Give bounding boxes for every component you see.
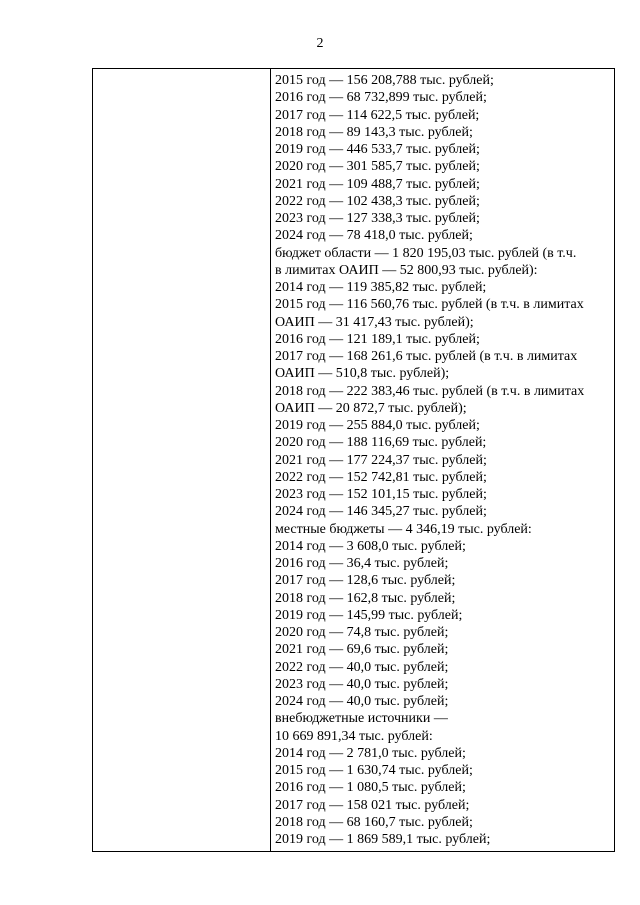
funding-line: 2019 год — 1 869 589,1 тыс. рублей; [275, 832, 491, 847]
funding-line: в лимитах ОАИП — 52 800,93 тыс. рублей): [275, 262, 538, 278]
table-cell-label [93, 69, 271, 852]
funding-line: 2016 год — 1 080,5 тыс. рублей; [275, 780, 466, 796]
funding-line: 2018 год — 222 383,46 тыс. рублей (в т.ч. в лимитах [275, 383, 585, 399]
funding-line: 2017 год — 128,6 тыс. рублей; [275, 573, 456, 589]
table-cell-content [271, 69, 615, 852]
funding-line: 2014 год — 2 781,0 тыс. рублей; [275, 745, 466, 761]
funding-line: внебюджетные источники — [275, 711, 448, 727]
funding-line: 2023 год — 127 338,3 тыс. рублей; [275, 211, 480, 226]
funding-line: 2018 год — 89 143,3 тыс. рублей; [275, 124, 473, 140]
funding-line: ОАИП — 31 417,43 тыс. рублей); [275, 314, 474, 330]
funding-line: 2014 год — 119 385,82 тыс. рублей; [275, 280, 487, 295]
funding-line: 10 669 891,34 тыс. рублей: [275, 728, 433, 744]
funding-line: 2019 год — 446 533,7 тыс. рублей; [275, 142, 480, 157]
table-row [93, 69, 615, 852]
funding-line: 2020 год — 74,8 тыс. рублей; [275, 625, 449, 640]
funding-line: 2020 год — 188 116,69 тыс. рублей; [275, 435, 487, 451]
funding-line: 2018 год — 162,8 тыс. рублей; [275, 590, 456, 606]
funding-line: бюджет области — 1 820 195,03 тыс. рублей (в т.ч. [275, 245, 577, 261]
funding-line: 2021 год — 109 488,7 тыс. рублей; [275, 176, 480, 192]
funding-line: 2015 год — 116 560,76 тыс. рублей (в т.ч. в лимитах [275, 297, 584, 313]
funding-line: ОАИП — 510,8 тыс. рублей); [275, 366, 450, 382]
funding-line: 2018 год — 68 160,7 тыс. рублей; [275, 814, 473, 830]
funding-line: ОАИП — 20 872,7 тыс. рублей); [275, 400, 467, 416]
funding-line: 2019 год — 145,99 тыс. рублей; [275, 607, 463, 623]
funding-line: 2016 год — 121 189,1 тыс. рублей; [275, 331, 480, 347]
funding-line: 2020 год — 301 585,7 тыс. рублей; [275, 159, 480, 175]
funding-line: 2022 год — 102 438,3 тыс. рублей; [275, 193, 480, 209]
funding-line: 2014 год — 3 608,0 тыс. рублей; [275, 538, 466, 554]
funding-line: 2022 год — 152 742,81 тыс. рублей; [275, 469, 487, 485]
funding-table [92, 68, 615, 852]
funding-line: 2017 год — 168 261,6 тыс. рублей (в т.ч. в лимитах [275, 349, 578, 364]
funding-lines [271, 69, 614, 848]
funding-line: 2024 год — 40,0 тыс. рублей; [275, 694, 449, 709]
funding-line: 2015 год — 1 630,74 тыс. рублей; [275, 763, 473, 778]
funding-line: 2021 год — 177 224,37 тыс. рублей; [275, 452, 487, 468]
funding-line: 2024 год — 146 345,27 тыс. рублей; [275, 504, 487, 520]
funding-line: местные бюджеты — 4 346,19 тыс. рублей: [275, 521, 532, 537]
funding-line: 2023 год — 152 101,15 тыс. рублей; [275, 487, 487, 502]
funding-line: 2017 год — 114 622,5 тыс. рублей; [275, 107, 480, 123]
funding-line: 2024 год — 78 418,0 тыс. рублей; [275, 228, 473, 244]
funding-line: 2023 год — 40,0 тыс. рублей; [275, 676, 449, 692]
page-number: 2 [316, 36, 324, 51]
funding-line: 2016 год — 68 732,899 тыс. рублей; [275, 90, 487, 106]
funding-line: 2022 год — 40,0 тыс. рублей; [275, 659, 449, 675]
funding-line: 2017 год — 158 021 тыс. рублей; [275, 797, 470, 813]
funding-line: 2016 год — 36,4 тыс. рублей; [275, 556, 449, 571]
funding-line: 2019 год — 255 884,0 тыс. рублей; [275, 418, 480, 433]
funding-line: 2015 год — 156 208,788 тыс. рублей; [275, 73, 494, 88]
funding-line: 2021 год — 69,6 тыс. рублей; [275, 642, 449, 658]
